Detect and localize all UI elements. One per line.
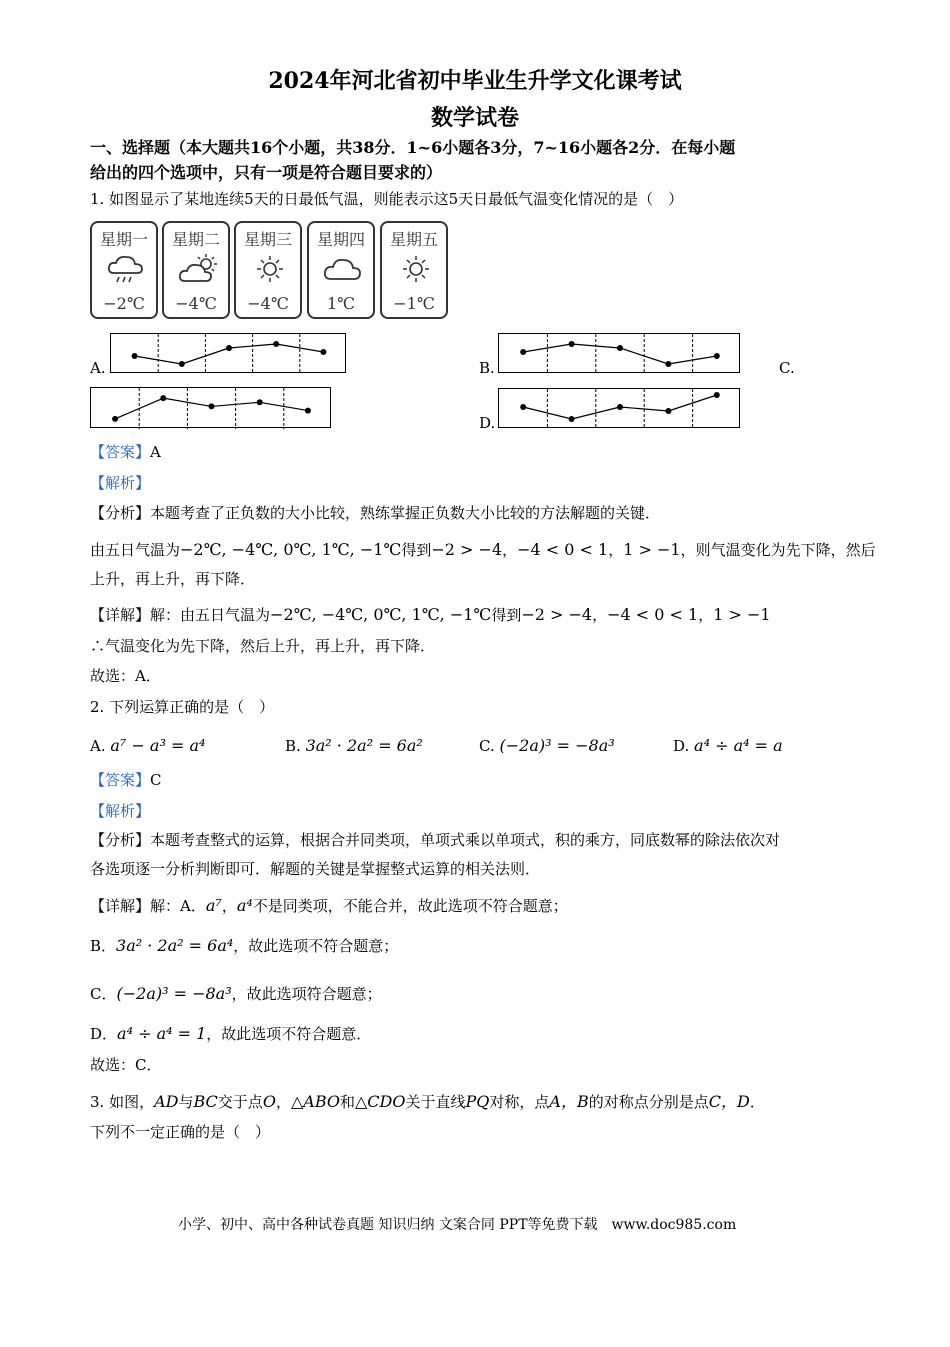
m: a⁷	[205, 896, 222, 915]
chart-a-svg	[111, 334, 347, 374]
q1-stem: 1. 如图显示了某地连续5天的日最低气温，则能表示这5天日最低气温变化情况的是（ ）	[90, 190, 684, 208]
q1-chart-d	[498, 388, 740, 428]
sep: ，	[608, 541, 624, 559]
q1-answer	[90, 441, 161, 463]
text: 的对称点分别是点	[588, 1093, 709, 1111]
text: 不是同类项，不能合并，故此选项不符合题意；	[252, 897, 568, 915]
text: ．	[749, 1093, 765, 1111]
data-point	[132, 353, 138, 359]
text: ，故此选项不符合题意；	[233, 937, 399, 955]
series-segment	[572, 407, 620, 419]
xiangjie-tag: 【详解】	[90, 897, 151, 915]
text: 关于直线	[405, 1093, 466, 1111]
data-point	[112, 416, 118, 422]
chart-b-svg	[499, 334, 741, 374]
label: B．	[90, 937, 117, 955]
text: ，	[275, 1093, 291, 1111]
q2-xiangjie-c	[90, 983, 382, 1005]
sep: ，	[592, 606, 608, 624]
series-segment	[135, 356, 182, 364]
m: a⁴	[236, 896, 253, 915]
m: a⁴ ÷ a⁴ = 1	[117, 1024, 207, 1043]
q2-guxuan: 故选：C．	[90, 1056, 162, 1074]
q1-option-a-label: A.	[90, 359, 106, 377]
q2-xiangjie-b	[90, 935, 398, 957]
q2-answer	[90, 769, 162, 791]
data-point	[569, 341, 575, 347]
data-point	[305, 408, 311, 414]
cloud-icon	[322, 253, 364, 285]
temps-math: −2℃, −4℃, 0℃, 1℃, −1℃	[180, 540, 402, 559]
card-temp: −2℃	[103, 294, 145, 313]
m: 3a² · 2a² = 6a⁴	[116, 936, 234, 955]
ineq-2: −4 < 0 < 1	[607, 605, 699, 624]
q2-option-a	[90, 735, 205, 757]
text: 得到	[401, 541, 432, 559]
series-segment	[668, 395, 716, 411]
q1-analysis-tag: 【解析】	[90, 474, 151, 492]
data-point	[320, 349, 326, 355]
m: AD	[154, 1092, 179, 1111]
m: A，B	[549, 1092, 589, 1111]
text: 由五日气温为	[90, 541, 181, 559]
q1-fenxi-line1	[90, 539, 876, 561]
q1-guxuan: 故选：A．	[90, 667, 161, 685]
q1-chart-a	[110, 333, 346, 373]
m: O	[262, 1092, 276, 1111]
opt-label: C.	[479, 737, 495, 755]
data-point	[714, 392, 720, 398]
q1-option-b-label: B.	[479, 359, 495, 377]
fenxi-tag: 【分析】	[90, 831, 151, 849]
text: ，故此选项符合题意；	[231, 985, 382, 1003]
data-point	[569, 416, 575, 422]
q2-stem: 2. 下列运算正确的是（ ）	[90, 698, 275, 716]
exam-subtitle: 数学试卷	[430, 105, 519, 131]
xiangjie-tag: 【详解】	[90, 606, 151, 624]
card-temp: −1℃	[393, 294, 435, 313]
card-day: 星期五	[389, 230, 438, 249]
card-temp: 1℃	[326, 294, 356, 313]
data-point	[665, 361, 671, 367]
temps-math: −2℃, −4℃, 0℃, 1℃, −1℃	[270, 605, 492, 624]
data-point	[617, 345, 623, 351]
label: C．	[90, 985, 117, 1003]
data-point	[520, 349, 526, 355]
data-point	[226, 345, 232, 351]
q2-analysis-tag: 【解析】	[90, 802, 151, 820]
q1-fenxi	[90, 502, 660, 524]
chart-c-svg	[91, 388, 332, 429]
text: 和	[339, 1093, 355, 1111]
text: 与	[178, 1093, 194, 1111]
q2-xiangjie-a	[90, 895, 568, 917]
m: BC	[193, 1092, 218, 1111]
q1-option-c-label: C.	[779, 359, 795, 377]
ineq-3: 1 > −1	[623, 540, 681, 559]
opt-label: B.	[285, 737, 301, 755]
data-point	[665, 408, 671, 414]
m: (−2a)³ = −8a³	[116, 984, 232, 1003]
text: 交于点	[217, 1093, 263, 1111]
q1-chart-c	[90, 387, 331, 428]
rain-icon	[105, 253, 147, 285]
data-point	[257, 399, 263, 405]
section-heading-line2: 给出的四个选项中，只有一项是符合题目要求的）	[90, 163, 443, 182]
text: 本题考查整式的运算，根据合并同类项，单项式乘以单项式，积的乘方，同底数幂的除法依次对	[150, 831, 781, 849]
weather-card-tue	[162, 221, 230, 319]
q2-xiangjie-d	[90, 1023, 371, 1045]
data-point	[209, 403, 215, 409]
answer-value: C	[150, 771, 162, 789]
card-temp: −4℃	[247, 294, 289, 313]
data-point	[617, 404, 623, 410]
card-temp: −4℃	[175, 294, 217, 313]
sun-icon	[249, 253, 291, 285]
weather-card-thu	[307, 221, 375, 319]
opt-b-math: 3a² · 2a² = 6a²	[305, 736, 423, 755]
sep: ，	[698, 606, 714, 624]
exam-title: 2024年河北省初中毕业生升学文化课考试	[268, 68, 682, 94]
weather-card-fri	[380, 221, 448, 319]
opt-label: D.	[673, 737, 690, 755]
answer-value: A	[150, 443, 161, 461]
data-point	[179, 361, 185, 367]
card-day: 星期一	[99, 230, 148, 249]
text: ，则气温变化为先下降，然后	[680, 541, 876, 559]
q2-fenxi-line2: 各选项逐一分析判断即可．解题的关键是掌握整式运算的相关法则．	[90, 860, 541, 878]
data-point	[520, 404, 526, 410]
q2-option-b	[285, 735, 423, 757]
q1-fenxi-line2: 上升，再上升，再下降．	[90, 570, 256, 588]
text: 解：由五日气温为	[150, 606, 271, 624]
opt-c-math: (−2a)³ = −8a³	[499, 736, 615, 755]
sun-icon	[395, 253, 437, 285]
q1-chart-b	[498, 333, 740, 373]
ineq-3: 1 > −1	[713, 605, 771, 624]
text: 对称，点	[489, 1093, 550, 1111]
weather-card-wed	[234, 221, 302, 319]
q1-xiangjie-line2: ∴气温变化为先下降，然后上升，再上升，再下降．	[90, 637, 436, 655]
ineq-2: −4 < 0 < 1	[517, 540, 609, 559]
data-point	[160, 395, 166, 401]
fenxi-text: 本题考查了正负数的大小比较，熟练掌握正负数大小比较的方法解题的关键．	[150, 504, 661, 522]
label: D．	[90, 1025, 118, 1043]
series-segment	[668, 356, 716, 364]
opt-d-math: a⁴ ÷ a⁴ = a	[694, 736, 783, 755]
card-day: 星期二	[171, 230, 220, 249]
opt-a-math: a⁷ − a³ = a⁴	[110, 736, 206, 755]
data-point	[273, 341, 279, 347]
page-footer: 小学、初中、高中各种试卷真题 知识归纳 文案合同 PPT等免费下载 www.doc985.com	[178, 1217, 737, 1233]
ineq-1: −2 > −4	[431, 540, 503, 559]
m: C，D	[708, 1092, 750, 1111]
q2-option-d	[673, 735, 783, 757]
q2-fenxi-line1	[90, 829, 780, 851]
sep: ，	[221, 897, 237, 915]
m: △CDO	[355, 1092, 406, 1111]
answer-tag: 【答案】	[90, 771, 151, 789]
card-day: 星期四	[316, 230, 365, 249]
card-day: 星期三	[243, 230, 292, 249]
ineq-1: −2 > −4	[521, 605, 593, 624]
series-segment	[523, 407, 571, 419]
q1-option-d-label: D.	[479, 414, 496, 432]
text: ，故此选项不符合题意．	[206, 1025, 372, 1043]
data-point	[714, 353, 720, 359]
fenxi-tag: 【分析】	[90, 504, 151, 522]
weather-card-mon	[90, 221, 158, 319]
q2-option-c	[479, 735, 615, 757]
answer-tag: 【答案】	[90, 443, 151, 461]
q3-stem-line2: 下列不一定正确的是（ ）	[90, 1123, 271, 1141]
opt-label: A.	[90, 737, 106, 755]
m: △ABO	[290, 1092, 340, 1111]
q1-xiangjie	[90, 604, 771, 626]
chart-d-svg	[499, 389, 741, 429]
m: PQ	[465, 1092, 490, 1111]
section-heading-line1: 一、选择题（本大题共16个小题，共38分．1~6小题各3分，7~16小题各2分．在每小题	[90, 138, 736, 157]
cloud-sun-icon	[177, 253, 219, 285]
text: 解：A．	[150, 897, 206, 915]
text: 得到	[491, 606, 522, 624]
q3-stem-line1	[90, 1091, 765, 1113]
text: 3. 如图，	[90, 1093, 155, 1111]
sep: ，	[502, 541, 518, 559]
